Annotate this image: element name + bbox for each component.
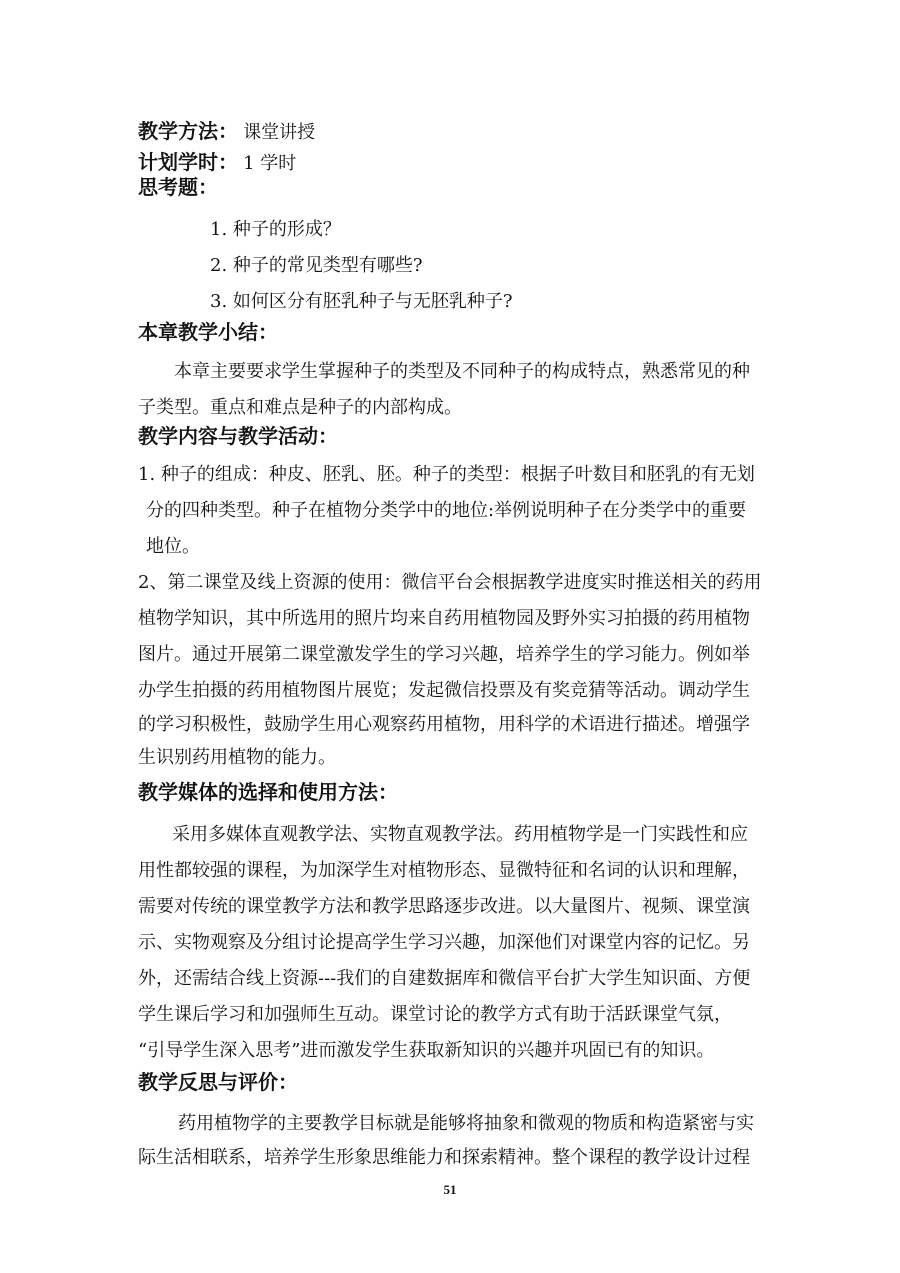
media-line: 需要对传统的课堂教学方法和教学思路逐步改进。以大量图片、视频、课堂演 [138, 896, 750, 917]
content-p2-line: 办学生拍摄的药用植物图片展览；发起微信投票及有奖竞猜等活动。调动学生 [138, 680, 750, 701]
media-line: “引导学生深入思考”进而激发学生获取新知识的兴趣并巩固已有的知识。 [138, 1040, 715, 1061]
planned-hours-value: 1 学时 [243, 153, 297, 174]
planned-hours-row [138, 146, 296, 175]
media-line: 采用多媒体直观教学法、实物直观教学法。药用植物学是一门实践性和应 [172, 824, 748, 845]
content-p2-line: 2、第二课堂及线上资源的使用：微信平台会根据教学进度实时推送相关的药用 [138, 572, 762, 593]
media-line: 用性都较强的课程，为加深学生对植物形态、显微特征和名词的认识和理解， [138, 860, 750, 881]
reflection-line: 药用植物学的主要教学目标就是能够将抽象和微观的物质和构造紧密与实 [178, 1113, 754, 1134]
content-p2-line: 图片。通过开展第二课堂激发学生的学习兴趣，培养学生的学习能力。例如举 [138, 644, 750, 665]
questions-heading: 思考题： [138, 175, 218, 199]
reflection-heading: 教学反思与评价： [138, 1070, 298, 1094]
summary-line: 子类型。重点和难点是种子的内部构成。 [138, 397, 462, 418]
content-p1-line: 1. 种子的组成：种皮、胚乳、胚。种子的类型：根据子叶数目和胚乳的有无划 [138, 464, 755, 485]
content-p2-line: 生识别药用植物的能力。 [138, 747, 336, 768]
teaching-method-label: 教学方法： [138, 119, 238, 143]
question-item: 2. 种子的常见类型有哪些? [210, 255, 423, 276]
content-p1-line: 分的四种类型。种子在植物分类学中的地位:举例说明种子在分类学中的重要 [146, 500, 747, 521]
teaching-method-value: 课堂讲授 [243, 122, 316, 143]
media-line: 学生课后学习和加强师生互动。课堂讨论的教学方式有助于活跃课堂气氛， [138, 1004, 732, 1025]
question-item: 3. 如何区分有胚乳种子与无胚乳种子? [210, 291, 513, 312]
page-number: 51 [443, 1182, 457, 1197]
reflection-line: 际生活相联系，培养学生形象思维能力和探索精神。整个课程的教学设计过程 [138, 1147, 750, 1168]
planned-hours-label: 计划学时： [138, 150, 238, 174]
summary-line: 本章主要要求学生掌握种子的类型及不同种子的构成特点，熟悉常见的种 [174, 361, 750, 382]
content-heading: 教学内容与教学活动： [138, 424, 338, 448]
content-p1-line: 地位。 [146, 536, 200, 557]
content-p2-line: 的学习积极性，鼓励学生用心观察药用植物，用科学的术语进行描述。增强学 [138, 714, 750, 735]
summary-heading: 本章教学小结： [138, 320, 278, 344]
media-line: 示、实物观察及分组讨论提高学生学习兴趣，加深他们对课堂内容的记忆。另 [138, 932, 750, 953]
media-line: 外，还需结合线上资源---我们的自建数据库和微信平台扩大学生知识面、方便 [138, 968, 751, 989]
content-p2-line: 植物学知识，其中所选用的照片均来自药用植物园及野外实习拍摄的药用植物 [138, 608, 750, 629]
question-item: 1. 种子的形成？ [210, 219, 341, 240]
teaching-method-row [138, 115, 315, 144]
media-heading: 教学媒体的选择和使用方法： [138, 780, 398, 804]
